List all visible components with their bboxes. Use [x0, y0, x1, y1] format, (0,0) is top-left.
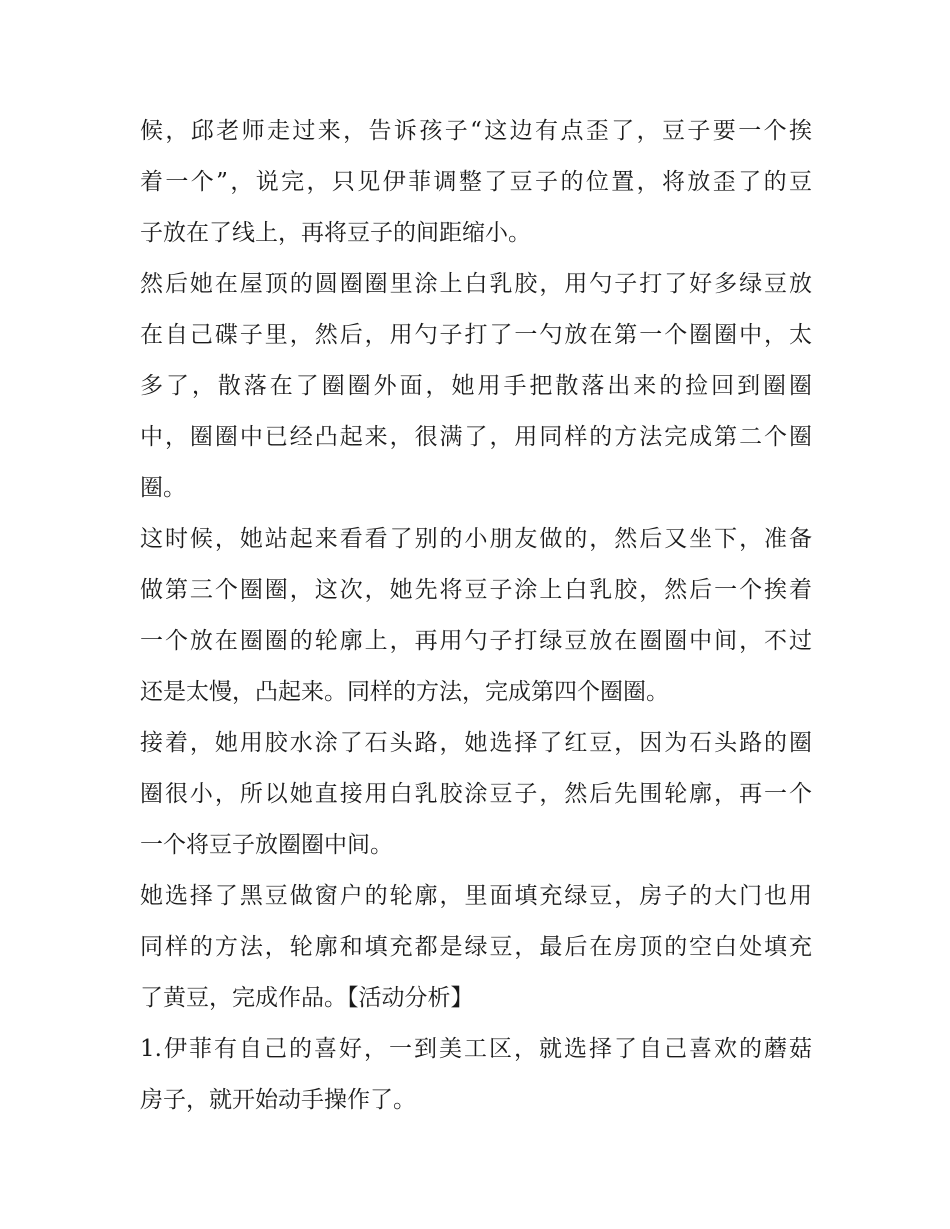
text-line: 圈。 [140, 475, 186, 501]
text-line: 圈很小，所以她直接用白乳胶涂豆子，然后先围轮廓，再一个 [140, 781, 812, 807]
text-line: 然后她在屋顶的圆圈圈里涂上白乳胶，用勺子打了好多绿豆放 [140, 271, 812, 297]
text-line: 一个放在圈圈的轮廓上，再用勺子打绿豆放在圈圈中间，不过 [140, 628, 812, 654]
text-line: 房子，就开始动手操作了。 [140, 1087, 416, 1113]
text-line: 做第三个圈圈，这次，她先将豆子涂上白乳胶，然后一个挨着 [140, 577, 812, 603]
text-line: 多了，散落在了圈圈外面，她用手把散落出来的捡回到圈圈 [140, 373, 812, 399]
body-text [140, 106, 812, 1126]
text-line: 了黄豆，完成作品。【活动分析】 [140, 985, 474, 1011]
text-line: 还是太慢，凸起来。同样的方法，完成第四个圈圈。 [140, 679, 669, 705]
text-line: 着一个”，说完，只见伊菲调整了豆子的位置，将放歪了的豆 [140, 169, 812, 195]
text-line: 一个将豆子放圈圈中间。 [140, 832, 393, 858]
text-line: 这时候，她站起来看看了别的小朋友做的，然后又坐下，准备 [140, 526, 812, 552]
text-line: 子放在了线上，再将豆子的间距缩小。 [140, 220, 531, 246]
text-line: 在自己碟子里，然后，用勺子打了一勺放在第一个圈圈中，太 [140, 322, 812, 348]
text-line: 她选择了黑豆做窗户的轮廓，里面填充绿豆，房子的大门也用 [140, 883, 812, 909]
text-line: 接着，她用胶水涂了石头路，她选择了红豆，因为石头路的圈 [140, 730, 812, 756]
text-line: 候，邱老师走过来，告诉孩子“这边有点歪了，豆子要一个挨 [140, 118, 812, 144]
text-line: 同样的方法，轮廓和填充都是绿豆，最后在房顶的空白处填充 [140, 934, 812, 960]
text-line: 中，圈圈中已经凸起来，很满了，用同样的方法完成第二个圈 [140, 424, 812, 450]
text-line: 1.伊菲有自己的喜好，一到美工区，就选择了自己喜欢的蘑菇 [140, 1036, 812, 1062]
